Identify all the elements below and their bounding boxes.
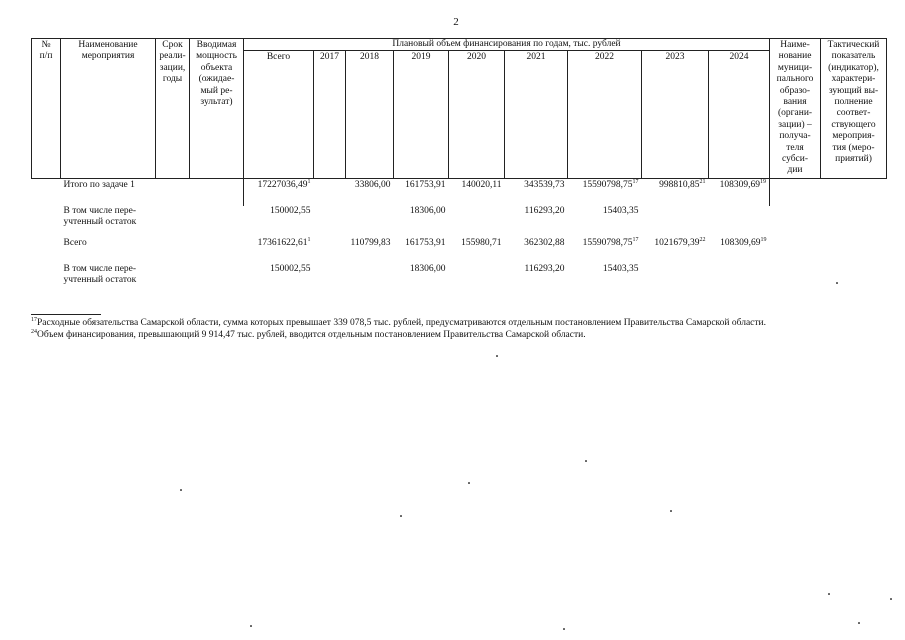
cell-2018: 110799,83 [350,237,391,248]
cell-2017 [314,178,346,206]
cell-2023 [642,206,709,238]
header-name: Наименование мероприятия [61,39,156,179]
header-year-2018: 2018 [346,51,394,178]
footnote: $^{24}$Объем финансирования, превышающий 9 914,47 тыс. рублей, вводится отдельным постановлением Правительства Самарской области. [31,328,586,340]
header-municipality: Наиме- нование муници- пального образо- вания (органи- зации) – получа- теля субси- дии [770,39,821,179]
cell-municipality [770,238,821,264]
funding-table [31,38,887,294]
cell-total: 17361622,61$^1$ [257,236,311,248]
cell-indicator [821,178,887,206]
header-year-2021: 2021 [505,51,568,178]
header-year-2019: 2019 [394,51,449,178]
cell-2018 [346,264,394,294]
header-year-2020: 2020 [449,51,505,178]
scan-speck [670,510,672,512]
header-indicator: Тактический показатель (индикатор), характери- зующий вы- полнение соответ- ствующего мероприя- тия (меро- приятий) [821,39,887,179]
footnote: $^{17}$Расходные обязательства Самарской области, сумма которых превышает 339 078,5 тыс. рублей, предусматриваются отдельным постановлением Правительства Самарской области. [31,316,767,328]
header-year-2017: 2017 [314,51,346,178]
cell-total: 17227036,49$^1$ [244,178,314,206]
cell-total: 150002,55 [270,263,311,274]
row-label: Итого по задаче 1 [63,179,135,190]
header-term: Срок реали- зации, годы [156,39,190,179]
cell-2020 [449,206,505,238]
footnote-separator [31,314,101,315]
scan-speck [585,460,587,462]
cell-2021: 343539,73 [524,179,565,190]
cell-2019: 18306,00 [409,205,446,216]
cell-2022: 15590798,75$^{17}$ [582,178,639,190]
cell-indicator [821,264,887,294]
header-year-2023: 2023 [642,51,709,178]
row-label: Всего [63,237,87,248]
scan-speck [563,628,565,630]
header-year-2024: 2024 [709,51,770,178]
cell-2023: 998810,85$^{21}$ [659,178,706,190]
table-row [32,178,887,206]
scan-speck [496,355,498,357]
page-number: 2 [453,16,459,28]
scan-speck [400,515,402,517]
scan-speck [250,625,252,627]
cell-2020 [449,264,505,294]
cell-2024: 108309,69$^{19}$ [720,236,767,248]
cell-2021: 116293,20 [524,205,565,216]
cell-2018: 33806,00 [354,179,391,190]
cell-num [32,264,61,294]
header-num: № п/п [32,39,61,179]
cell-2022: 15590798,75$^{17}$ [582,236,639,248]
cell-2023: 1021679,39$^{22}$ [654,236,706,248]
header-year-total: Всего [244,51,314,178]
scan-speck [890,598,892,600]
cell-2017 [314,238,346,264]
cell-2022: 15403,35 [602,263,639,274]
scan-speck [858,622,860,624]
scan-speck [468,482,470,484]
cell-2020: 140020,11 [461,179,502,190]
cell-2019: 161753,91 [405,237,446,248]
cell-2018 [346,206,394,238]
row-label: В том числе пере- учтенный остаток [63,205,137,228]
scan-speck [180,489,182,491]
header-capacity: Вводимая мощность объекта (ожидае- мый ре- зультат) [190,39,244,179]
cell-2020: 155980,71 [461,237,502,248]
cell-2024 [709,264,770,294]
header-funding-group: Плановый объем финансирования по годам, тыс. рублей [244,39,770,51]
cell-2021: 362302,88 [524,237,565,248]
header-year-2022: 2022 [568,51,642,178]
cell-2017 [314,264,346,294]
table-row [32,206,887,238]
scan-speck [836,282,838,284]
cell-num [32,238,61,264]
cell-2021: 116293,20 [524,263,565,274]
cell-total: 150002,55 [270,205,311,216]
cell-2024 [709,206,770,238]
cell-2024: 108309,69$^{19}$ [719,178,767,190]
table-row [32,238,887,264]
cell-2017 [314,206,346,238]
cell-municipality [770,264,821,294]
cell-municipality [770,206,821,238]
cell-indicator [821,238,887,264]
cell-num [32,178,61,206]
cell-2019: 18306,00 [409,263,446,274]
table-row [32,264,887,294]
scan-speck [828,593,830,595]
cell-municipality [770,178,821,206]
cell-indicator [821,206,887,238]
row-label: В том числе пере- учтенный остаток [63,263,137,286]
cell-num [32,206,61,238]
cell-2019: 161753,91 [405,179,446,190]
cell-2022: 15403,35 [602,205,639,216]
cell-2023 [642,264,709,294]
